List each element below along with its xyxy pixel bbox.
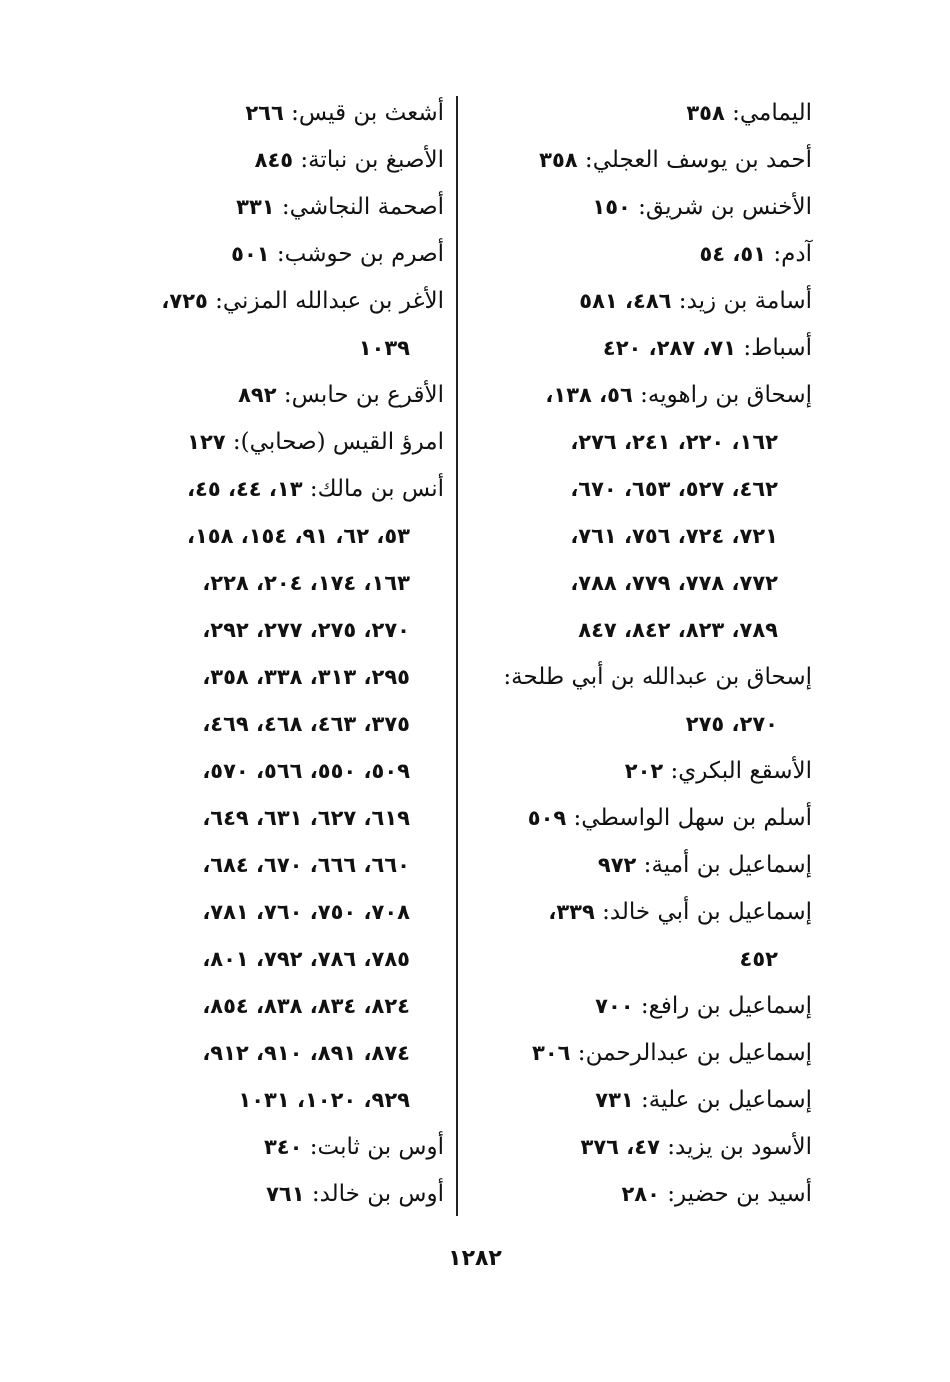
entry-page-numbers: ٧٠٠ (595, 994, 634, 1018)
entry-separator: : (503, 664, 512, 690)
entry-page-numbers: ١٣، ٤٤، ٤٥، (187, 477, 303, 501)
index-entry-continuation (98, 795, 444, 842)
index-entry (98, 90, 444, 137)
index-entry (476, 1124, 812, 1171)
entry-page-numbers: ٣٣٩، (548, 900, 595, 924)
index-entry-continuation (476, 607, 812, 654)
entry-name: الأقرع بن حابس (291, 382, 444, 408)
index-entry-continuation (98, 325, 444, 372)
entry-name: اليمامي (739, 100, 812, 126)
entry-page-numbers: ٣٠٦ (532, 1041, 571, 1065)
entry-name: إسحاق بن راهويه (647, 382, 812, 408)
index-entry-continuation (476, 419, 812, 466)
entry-separator: : (302, 476, 318, 502)
index-entry-continuation (98, 513, 444, 560)
entry-name: أصحمة النجاشي (289, 194, 444, 220)
entry-page-numbers: ٥٠٩ (527, 806, 567, 830)
entry-page-numbers: ١٠٣٩ (358, 336, 410, 360)
index-entry (476, 1030, 812, 1077)
entry-page-numbers: ٧٨٥، ٧٨٦، ٧٩٢، ٨٠١، (202, 947, 410, 971)
entry-name: أسباط (751, 335, 812, 361)
entry-name: أوس بن ثابت (317, 1134, 444, 1160)
entry-page-numbers: ٥٣، ٦٢، ٩١، ١٥٤، ١٥٨، (187, 524, 410, 548)
index-entry (98, 278, 444, 325)
entry-page-numbers: ٧٠٨، ٧٥٠، ٧٦٠، ٧٨١، (202, 900, 410, 924)
entry-separator: : (207, 288, 223, 314)
index-entry-continuation (98, 842, 444, 889)
index-entry-continuation (98, 983, 444, 1030)
entry-name: آدم (781, 241, 812, 267)
index-entry (476, 184, 812, 231)
entry-page-numbers: ٣٥٨ (539, 148, 578, 172)
entry-page-numbers: ٨٢٤، ٨٣٤، ٨٣٨، ٨٥٤، (202, 994, 410, 1018)
index-entry (476, 748, 812, 795)
entry-page-numbers: ٢٧٠، ٢٧٥، ٢٧٧، ٢٩٢، (202, 618, 410, 642)
entry-page-numbers: ٥٠٩، ٥٥٠، ٥٦٦، ٥٧٠، (202, 759, 410, 783)
index-entry (476, 842, 812, 889)
index-entry (476, 654, 812, 701)
entry-name: الأسقع البكري (678, 758, 812, 784)
entry-separator: : (276, 382, 292, 408)
index-entry-continuation (476, 513, 812, 560)
entry-page-numbers: ٢٦٦ (245, 101, 284, 125)
entry-page-numbers: ١٦٣، ١٧٤، ٢٠٤، ٢٢٨، (202, 571, 410, 595)
entry-page-numbers: ٧١، ٢٨٧، ٤٢٠ (602, 336, 737, 360)
index-entry (476, 90, 812, 137)
index-entry (476, 372, 812, 419)
page-number: ١٢٨٢ (448, 1246, 502, 1271)
index-entry-continuation (98, 748, 444, 795)
index-entry (98, 1171, 444, 1218)
entry-name: إسحاق بن عبدالله بن أبي طلحة (511, 664, 812, 690)
index-entry-continuation (98, 1030, 444, 1077)
index-entry (98, 419, 444, 466)
entry-page-numbers: ٥٦، ١٣٨، (545, 383, 633, 407)
column-divider (456, 96, 458, 1216)
index-entry (98, 184, 444, 231)
index-entry (476, 1077, 812, 1124)
index-column-right (476, 90, 812, 1218)
index-entry-continuation (476, 701, 812, 748)
entry-separator: : (594, 899, 610, 925)
entry-name: إسماعيل بن أبي خالد (609, 899, 812, 925)
entry-page-numbers: ١٥٠ (592, 195, 631, 219)
entry-page-numbers: ٢٩٥، ٣١٣، ٣٣٨، ٣٥٨، (202, 665, 410, 689)
index-entry-continuation (476, 466, 812, 513)
index-entry (476, 1171, 812, 1218)
entry-separator: : (283, 100, 299, 126)
entry-page-numbers: ٤٨٦، ٥٨١ (579, 289, 672, 313)
entry-separator: : (724, 100, 740, 126)
entry-name: الأسود بن يزيد (674, 1134, 812, 1160)
entry-name: الأصبغ بن نباتة (308, 147, 444, 173)
entry-page-numbers: ٧٨٩، ٨٢٣، ٨٤٢، ٨٤٧ (578, 618, 778, 642)
entry-separator: : (293, 147, 309, 173)
index-entry (476, 231, 812, 278)
entry-separator: : (302, 1134, 318, 1160)
entry-page-numbers: ٨٤٥ (254, 148, 294, 172)
entry-separator: : (304, 1181, 320, 1207)
index-entry-continuation (98, 654, 444, 701)
entry-name: أسلم بن سهل الواسطي (581, 805, 812, 831)
entry-name: أسامة بن زيد (686, 288, 812, 314)
entry-page-numbers: ٧٣١ (595, 1088, 634, 1112)
entry-separator: : (577, 147, 593, 173)
entry-name: إسماعيل بن علية (648, 1087, 812, 1113)
entry-separator: : (570, 1040, 586, 1066)
entry-separator: : (766, 241, 782, 267)
entry-page-numbers: ٥١، ٥٤ (699, 242, 767, 266)
entry-name: إسماعيل بن عبدالرحمن (585, 1040, 812, 1066)
index-entry (98, 137, 444, 184)
entry-page-numbers: ٧٢٥، (161, 289, 208, 313)
entry-name: أحمد بن يوسف العجلي (592, 147, 812, 173)
entry-page-numbers: ٧٧٢، ٧٧٨، ٧٧٩، ٧٨٨، (570, 571, 778, 595)
index-entry-continuation (98, 607, 444, 654)
entry-page-numbers: ٦٦٠، ٦٦٦، ٦٧٠، ٦٨٤، (202, 853, 410, 877)
index-entry (98, 466, 444, 513)
entry-separator: : (274, 194, 290, 220)
entry-separator: : (269, 241, 285, 267)
index-entry (476, 795, 812, 842)
entry-name: أسيد بن حضير (674, 1181, 812, 1207)
index-entry (476, 983, 812, 1030)
index-entry-continuation (98, 936, 444, 983)
index-entry-continuation (98, 1077, 444, 1124)
entry-separator: : (659, 1181, 675, 1207)
entry-separator: : (630, 194, 646, 220)
entry-page-numbers: ٧٦١ (266, 1182, 305, 1206)
entry-page-numbers: ١٦٢، ٢٢٠، ٢٤١، ٢٧٦، (570, 430, 778, 454)
index-entry (98, 372, 444, 419)
entry-separator: : (632, 382, 648, 408)
entry-separator: : (225, 429, 241, 455)
entry-separator: : (633, 1087, 649, 1113)
entry-separator: : (636, 852, 652, 878)
entry-name: امرؤ القيس (صحابي) (240, 429, 444, 455)
entry-page-numbers: ٣٥٨ (686, 101, 725, 125)
index-entry-continuation (476, 560, 812, 607)
entry-page-numbers: ٨٩٢ (238, 383, 277, 407)
entry-name: إسماعيل بن أمية (651, 852, 812, 878)
entry-separator: : (736, 335, 752, 361)
index-entry (476, 137, 812, 184)
entry-separator: : (671, 288, 687, 314)
entry-separator: : (663, 758, 679, 784)
entry-page-numbers: ٧٢١، ٧٢٤، ٧٥٦، ٧٦١، (570, 524, 778, 548)
entry-separator: : (633, 993, 649, 1019)
entry-name: أنس بن مالك (317, 476, 444, 502)
entry-page-numbers: ٩٢٩، ١٠٢٠، ١٠٣١ (238, 1088, 410, 1112)
entry-name: الأخنس بن شريق (645, 194, 812, 220)
index-entry-continuation (476, 936, 812, 983)
entry-page-numbers: ٣٧٥، ٤٦٣، ٤٦٨، ٤٦٩، (202, 712, 410, 736)
entry-page-numbers: ٢٧٠، ٢٧٥ (685, 712, 778, 736)
entry-name: أصرم بن حوشب (284, 241, 444, 267)
entry-page-numbers: ٦١٩، ٦٢٧، ٦٣١، ٦٤٩، (202, 806, 410, 830)
entry-page-numbers: ٥٠١ (231, 242, 270, 266)
index-column-left (98, 90, 444, 1218)
entry-separator: : (659, 1134, 675, 1160)
entry-page-numbers: ٤٦٢، ٥٢٧، ٦٥٣، ٦٧٠، (570, 477, 778, 501)
entry-name: الأغر بن عبدالله المزني (222, 288, 444, 314)
index-entry (476, 278, 812, 325)
entry-page-numbers: ٨٧٤، ٨٩١، ٩١٠، ٩١٢، (202, 1041, 410, 1065)
entry-name: أوس بن خالد (319, 1181, 444, 1207)
index-entry-continuation (98, 560, 444, 607)
entry-page-numbers: ٣٣١ (236, 195, 275, 219)
index-entry (98, 231, 444, 278)
index-entry-continuation (98, 701, 444, 748)
index-entry (476, 325, 812, 372)
entry-page-numbers: ٢٠٢ (624, 759, 664, 783)
entry-page-numbers: ٩٧٢ (597, 853, 637, 877)
index-entry (98, 1124, 444, 1171)
entry-page-numbers: ١٢٧ (187, 430, 226, 454)
entry-page-numbers: ٢٨٠ (621, 1182, 660, 1206)
entry-page-numbers: ٤٧، ٣٧٦ (580, 1135, 660, 1159)
index-entry (476, 889, 812, 936)
entry-page-numbers: ٤٥٢ (739, 947, 778, 971)
entry-name: إسماعيل بن رافع (648, 993, 812, 1019)
entry-page-numbers: ٣٤٠ (263, 1135, 303, 1159)
entry-name: أشعث بن قيس (298, 100, 444, 126)
entry-separator: : (566, 805, 582, 831)
index-entry-continuation (98, 889, 444, 936)
